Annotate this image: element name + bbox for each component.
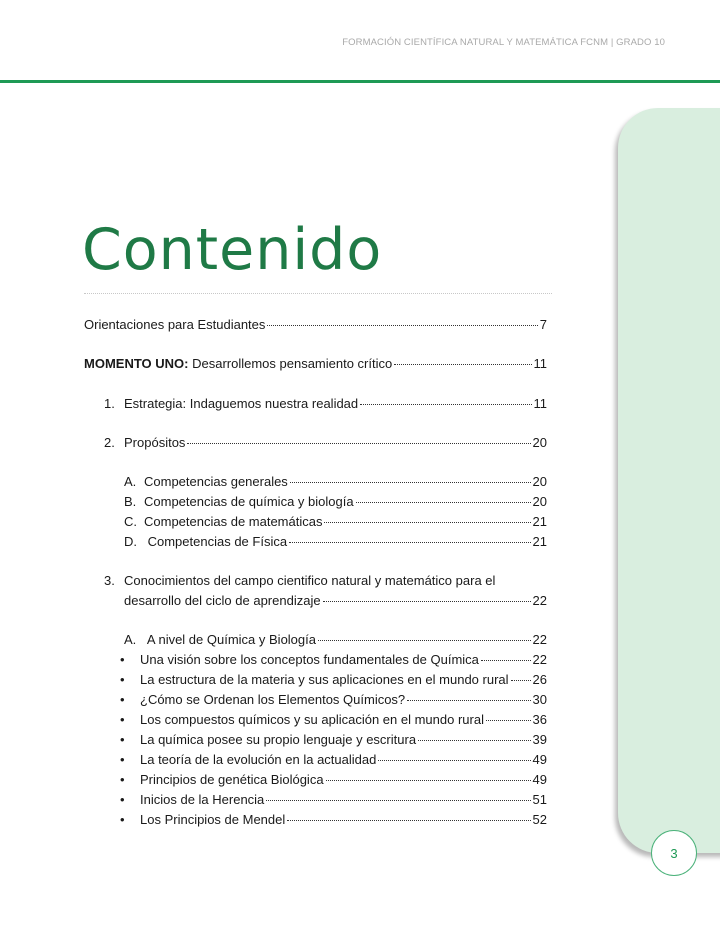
toc-label-text: Competencias generales	[144, 474, 288, 489]
toc-marker: C.	[124, 514, 137, 529]
toc-label	[124, 494, 354, 509]
toc-label-text: Una visión sobre los conceptos fundamentales de Química	[140, 652, 479, 667]
bullet-icon: •	[120, 792, 125, 807]
side-tab	[618, 108, 720, 853]
toc-page: 20	[532, 435, 547, 450]
toc-bullet-item[interactable]	[120, 732, 547, 752]
toc-page: 36	[532, 712, 547, 727]
toc-bullet-item[interactable]	[120, 672, 547, 692]
toc-leader	[394, 364, 531, 365]
toc-bullet-item[interactable]	[120, 712, 547, 732]
toc-label	[120, 772, 324, 787]
toc-label	[124, 514, 322, 529]
toc-label-text: La teoría de la evolución en la actualidad	[140, 752, 377, 767]
toc-leader	[323, 601, 531, 602]
toc-label-text: Propósitos	[124, 435, 186, 450]
toc-bullet-item[interactable]	[120, 752, 547, 772]
page-number: 3	[651, 830, 697, 876]
toc-page: 11	[533, 396, 547, 411]
toc-label	[104, 435, 185, 450]
toc-label	[120, 652, 479, 667]
toc-bullet-item[interactable]	[120, 792, 547, 812]
toc-page: 11	[533, 356, 547, 371]
toc-label-text: Inicios de la Herencia	[140, 792, 265, 807]
toc-number: 1.	[104, 396, 115, 411]
toc-leader	[418, 740, 530, 741]
toc-label-text: Desarrollemos pensamiento crítico	[188, 356, 393, 371]
toc-leader	[378, 760, 530, 761]
toc-page: 22	[532, 593, 547, 608]
toc-page: 22	[532, 632, 547, 647]
toc-label: desarrollo del ciclo de aprendizaje	[124, 593, 321, 608]
toc-leader	[326, 780, 531, 781]
toc-leader	[266, 800, 530, 801]
toc-entry-conocimientos-line1[interactable]	[104, 573, 495, 588]
toc-page: 20	[532, 474, 547, 489]
toc-page: 22	[532, 652, 547, 667]
toc-page: 39	[532, 732, 547, 747]
page-title: Contenido	[82, 217, 383, 283]
toc-bullet-item[interactable]	[120, 692, 547, 712]
toc-label-text: Los Principios de Mendel	[140, 812, 286, 827]
toc-label	[124, 534, 287, 549]
toc-label-text: ¿Cómo se Ordenan los Elementos Químicos?	[140, 692, 406, 707]
toc-entry-competencias-generales[interactable]	[124, 474, 547, 494]
toc-label-text: Estrategia: Indaguemos nuestra realidad	[124, 396, 359, 411]
toc-marker: B.	[124, 494, 137, 509]
bullet-icon: •	[120, 712, 125, 727]
toc-label-text: A nivel de Química y Biología	[144, 632, 316, 647]
toc-bullet-item[interactable]	[120, 652, 547, 672]
running-header: FORMACIÓN CIENTÍFICA NATURAL Y MATEMÁTICA FCNM | GRADO 10	[342, 37, 665, 48]
bullet-icon: •	[120, 732, 125, 747]
bullet-icon: •	[120, 812, 125, 827]
toc-label	[120, 692, 405, 707]
toc-page: 49	[532, 752, 547, 767]
toc-label	[120, 732, 416, 747]
bullet-icon: •	[120, 692, 125, 707]
toc-label	[120, 752, 376, 767]
toc-page: 30	[532, 692, 547, 707]
toc-leader	[407, 700, 530, 701]
toc-marker: A.	[124, 632, 137, 647]
toc-marker: D.	[124, 534, 137, 549]
toc-label	[120, 812, 285, 827]
toc-marker: A.	[124, 474, 137, 489]
bullet-icon: •	[120, 652, 125, 667]
toc-label-bold: MOMENTO UNO:	[84, 356, 189, 371]
bullet-icon: •	[120, 752, 125, 767]
toc-page: 52	[532, 812, 547, 827]
toc-number: 3.	[104, 573, 115, 588]
bullet-icon: •	[120, 772, 125, 787]
toc-leader	[290, 482, 531, 483]
toc-entry-momento-uno[interactable]	[84, 356, 547, 376]
toc-label	[124, 632, 316, 647]
toc-leader	[356, 502, 531, 503]
toc-page: 26	[532, 672, 547, 687]
bullet-icon: •	[120, 672, 125, 687]
toc-leader	[289, 542, 530, 543]
toc-leader	[360, 404, 531, 405]
title-divider	[84, 293, 552, 294]
toc-label	[104, 396, 358, 411]
toc-entry-conocimientos-line2[interactable]	[124, 593, 547, 613]
toc-label-text: Principios de genética Biológica	[140, 772, 324, 787]
toc-leader	[267, 325, 537, 326]
toc-entry-propositos[interactable]	[104, 435, 547, 455]
toc-label-text: La estructura de la materia y sus aplicaciones en el mundo rural	[140, 672, 509, 687]
header-rule	[0, 80, 720, 83]
toc-page: 20	[532, 494, 547, 509]
toc-page: 21	[532, 514, 547, 529]
toc-page: 21	[532, 534, 547, 549]
toc-label	[120, 792, 264, 807]
toc-number: 2.	[104, 435, 115, 450]
toc-label-text: Competencias de Física	[144, 534, 288, 549]
toc-label-text: Los compuestos químicos y su aplicación en el mundo rural	[140, 712, 484, 727]
toc-bullet-item[interactable]	[120, 812, 547, 832]
toc-page: 7	[539, 317, 547, 332]
toc-leader	[318, 640, 531, 641]
toc-leader	[287, 820, 530, 821]
toc-label-text: Competencias de química y biología	[144, 494, 354, 509]
toc-page: 51	[532, 792, 547, 807]
toc-label-text: Competencias de matemáticas	[144, 514, 323, 529]
toc-leader	[187, 443, 530, 444]
toc-entry-competencias-quimica[interactable]	[124, 494, 547, 514]
toc-leader	[511, 680, 531, 681]
toc-label: Orientaciones para Estudiantes	[84, 317, 266, 332]
toc-entry-competencias-fisica[interactable]	[124, 534, 547, 554]
toc-label	[120, 672, 509, 687]
toc-bullet-item[interactable]	[120, 772, 547, 792]
toc-entry-orientaciones[interactable]	[84, 317, 547, 337]
toc-label-text: La química posee su propio lenguaje y escritura	[140, 732, 417, 747]
toc-label	[124, 474, 288, 489]
toc-entry-quimica-biologia[interactable]	[124, 632, 547, 652]
toc-leader	[324, 522, 530, 523]
toc-entry-competencias-matematicas[interactable]	[124, 514, 547, 534]
toc-entry-estrategia[interactable]	[104, 396, 547, 416]
toc-page: 49	[532, 772, 547, 787]
toc-leader	[486, 720, 531, 721]
toc-label	[120, 712, 484, 727]
toc-label-text: Conocimientos del campo cientifico natural y matemático para el	[124, 573, 496, 588]
toc-leader	[481, 660, 531, 661]
toc-label	[84, 356, 392, 371]
